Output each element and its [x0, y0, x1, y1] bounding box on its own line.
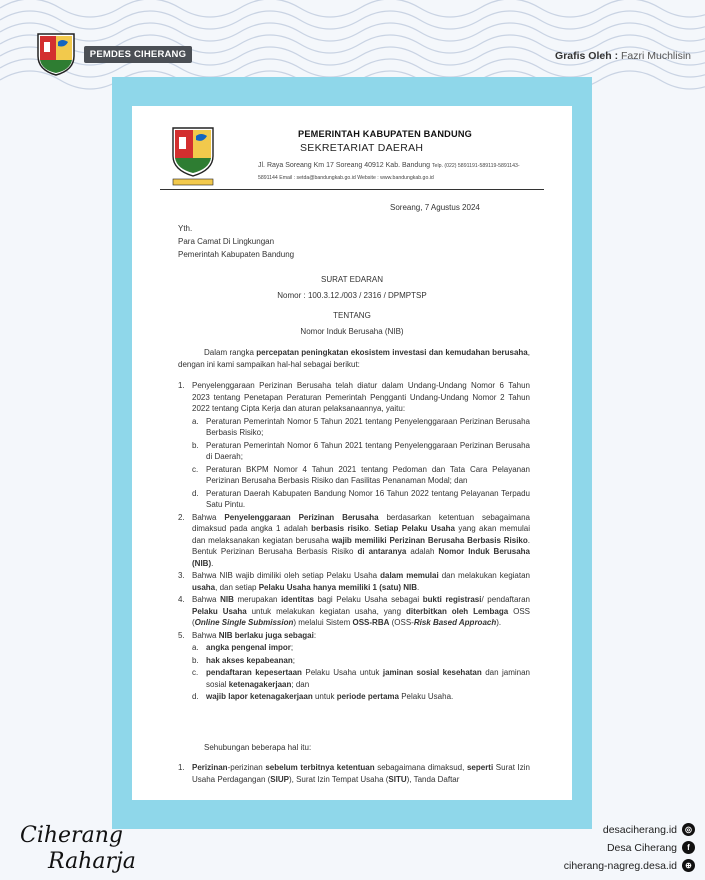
text: ), Surat Izin Tempat Usaha (	[288, 774, 389, 784]
bold-text: Penyelenggaraan Perizinan Berusaha	[224, 512, 379, 522]
bold-text: dalam memulai	[380, 571, 439, 580]
letter-date: Soreang, 7 Agustus 2024	[390, 203, 480, 212]
bold-text: OSS-RBA	[352, 618, 390, 627]
text: bagi Pelaku Usaha sebagai	[313, 595, 423, 604]
instagram-handle[interactable]	[603, 823, 695, 836]
sub-item: d. Peraturan Daerah Kabupaten Bandung Nomor 16 Tahun 2022 tentang Pelayanan Terpadu Satu Pintu.	[192, 488, 530, 509]
bold-text: periode pertama	[336, 692, 399, 701]
second-numbered-list	[178, 762, 530, 786]
bold-text: seperti	[466, 763, 494, 772]
text: ) melalui Sistem	[293, 618, 353, 627]
text: merupakan	[233, 595, 282, 604]
intro-bold: percepatan peningkatan ekosistem investasi dan kemudahan berusaha	[256, 348, 528, 357]
kabupaten-bandung-emblem-icon	[36, 30, 76, 76]
sub-item-text: Peraturan Pemerintah Nomor 5 Tahun 2021 tentang Penyelenggaraan Perizinan Berusaha Berbasis Risiko;	[206, 416, 530, 437]
text: :	[313, 630, 317, 640]
recipient-line: Pemerintah Kabupaten Bandung	[178, 250, 295, 259]
text: untuk	[312, 692, 337, 701]
list-item: 2. Bahwa Penyelenggaraan Perizinan Berusaha berdasarkan ketentuan sebagaimana dimaksud pada angka 1 adalah berbasis risiko. Setiap Pelaku Usaha yang akan memulai dan melaksanakan kegiatan berusaha wajib memiliki Perizinan Berusaha Berbasis Risiko. Bentuk Perizinan Berusaha Berbasis Risiko di antaranya adalah Nomor Induk Berusaha (NIB).	[178, 512, 531, 568]
sub-item-text: Peraturan Daerah Kabupaten Bandung Nomor 16 Tahun 2022 tentang Pelayanan Terpadu Satu Pintu.	[206, 488, 530, 509]
text: .	[368, 524, 375, 533]
bold-text: Pelaku Usaha hanya memiliki 1 (satu) NIB	[258, 582, 417, 592]
sub-item-text: Peraturan Pemerintah Nomor 6 Tahun 2021 tentang Penyelenggaraan Perizinan Berusaha di Daerah;	[206, 440, 530, 461]
text: Bahwa	[192, 630, 219, 640]
signature-line-2: Raharja	[48, 849, 136, 874]
bold-text: jaminan sosial kesehatan	[382, 668, 482, 677]
text: Bahwa	[192, 512, 225, 522]
instagram-text: desaciherang.id	[602, 823, 677, 836]
text: -perizinan	[227, 763, 266, 772]
contact-text: 5891144 Email : setda@bandungkab.go.id Website : www.bandungkab.go.id	[258, 175, 434, 181]
letterhead-address	[258, 160, 558, 184]
website-link[interactable]	[564, 859, 695, 872]
letter-number: Nomor : 100.3.12./003 / 2316 / DPMPTSP	[277, 291, 427, 300]
item-1-text: Penyelenggaraan Perizinan Berusaha telah diatur dalam Undang-Undang Nomor 6 Tahun 2023 tentang Penetapan Peraturan Pemerintah Pengganti Undang-Undang Nomor 2 Tahun 2022 tentang Cipta Kerja dan aturan pelaksanaannya, yaitu:	[192, 381, 530, 413]
list-item: 1. Perizinan-perizinan sebelum terbitnya ketentuan sebagaimana dimaksud, seperti Surat Izin Usaha Perdagangan (SIUP), Surat Izin Tempat Usaha (SITU), Tanda Daftar	[178, 763, 530, 784]
bold-text: di antaranya	[357, 547, 407, 556]
text: ).	[496, 618, 502, 627]
letterhead-subtitle: SEKRETARIAT DAERAH	[300, 142, 424, 154]
text: . Bentuk Perizinan Berusaha Berbasis Risiko	[192, 535, 530, 556]
text: berdasarkan ketentuan sebagaimana dimaksud pada angka 1 adalah	[192, 512, 530, 533]
instagram-icon: ◎	[682, 823, 695, 836]
bold-text: hak akses kepabeanan	[206, 655, 293, 665]
bold-text: Setiap Pelaku Usaha	[374, 524, 455, 533]
letter-paper	[132, 106, 572, 800]
text: dan jaminan sosial	[206, 668, 531, 689]
text: dan melakukan kegiatan	[438, 571, 530, 580]
text: ; dan	[291, 679, 310, 689]
text: yang akan memulai dan melaksanakan kegiatan berusaha	[192, 524, 530, 545]
bold-text: Nomor Induk Berusaha (NIB)	[192, 547, 531, 568]
credit-name: Fazri Muchlisin	[620, 50, 691, 62]
bold-text: berbasis risiko	[311, 524, 369, 533]
sub-item: b. Peraturan Pemerintah Nomor 6 Tahun 2021 tentang Penyelenggaraan Perizinan Berusaha di Daerah;	[192, 440, 530, 461]
bold-text: wajib memiliki Perizinan Berusaha Berbasis Risiko	[331, 535, 528, 545]
intro-paragraph	[178, 347, 530, 370]
letterhead-title: PEMERINTAH KABUPATEN BANDUNG	[298, 129, 473, 139]
bold-text: Perizinan	[192, 763, 228, 772]
graphic-credit	[555, 50, 691, 62]
text: Pelaku Usaha untuk	[301, 668, 383, 677]
letterhead-emblem-icon	[172, 126, 214, 186]
list-item: 1. Penyelenggaraan Perizinan Berusaha telah diatur dalam Undang-Undang Nomor 6 Tahun 2023 tentang Penetapan Peraturan Pemerintah Pengganti Undang-Undang Nomor 2 Tahun 2022 tentang Cipta Kerja dan aturan pelaksanaannya, yaitu: a. Peraturan Pemerintah Nomor 5 Tahun 2021 tentang Penyelenggaraan Perizinan Berusaha Berbasis Risiko; b. Peraturan Pemerintah Nomor 6 Tahun 2021 tentang Penyelenggaraan Perizinan Berusaha di Daerah; c. Peraturan BKPM Nomor 4 Tahun 2021 tentang Pedoman dan Tata Cara Pelayanan Perizinan Berusaha Berbasis Risiko dan Fasilitas Penanaman Modal; dan d. Peraturan Daerah Kabupaten Bandung Nomor 16 Tahun 2022 tentang Pelayanan Terpadu Satu Pintu.	[178, 381, 530, 509]
sub-item: c. pendaftaran kepesertaan Pelaku Usaha untuk jaminan sosial kesehatan dan jaminan sosial ketenagakerjaan; dan	[192, 668, 531, 689]
bold-text: wajib lapor ketenagakerjaan	[206, 692, 313, 701]
sub-item-text: Peraturan BKPM Nomor 4 Tahun 2021 tentang Pedoman dan Tata Cara Pelayanan Perizinan Berusaha Berbasis Risiko dan Fasilitas Penanaman Modal; dan	[206, 464, 530, 485]
sub-item: b. hak akses kepabeanan;	[192, 655, 295, 665]
phone-text: Telp. (022) 5891191-589119-5891143-	[431, 163, 520, 169]
bold-text: angka pengenal impor	[206, 643, 291, 652]
text: ;	[290, 643, 294, 652]
sub-item: a. Peraturan Pemerintah Nomor 5 Tahun 2021 tentang Penyelenggaraan Perizinan Berusaha Berbasis Risiko;	[192, 416, 530, 437]
recipient-line: Para Camat Di Lingkungan	[178, 237, 275, 246]
text: Bahwa	[192, 595, 221, 604]
text: .	[417, 582, 420, 592]
bold-text: diterbitkan oleh Lembaga	[405, 606, 509, 616]
address-text: Jl. Raya Soreang Km 17 Soreang 40912 Kab. Bandung	[258, 162, 431, 169]
text: Surat Izin Usaha Perdagangan (	[192, 763, 530, 784]
globe-icon: ⊕	[682, 859, 695, 872]
letterhead-divider	[160, 189, 544, 190]
letter-type: SURAT EDARAN	[321, 275, 383, 284]
bold-text: sebelum terbitnya ketentuan	[265, 763, 375, 772]
bold-italic-text: Online Single Submission	[194, 618, 294, 627]
text: ;	[292, 655, 295, 665]
bold-text: pendaftaran kepesertaan	[206, 668, 302, 677]
list-item: 3. Bahwa NIB wajib dimiliki oleh setiap Pelaku Usaha dalam memulai dan melakukan kegiatan usaha, dan setiap Pelaku Usaha hanya memiliki 1 (satu) NIB.	[178, 571, 530, 592]
text: untuk melakukan kegiatan usaha, yang	[246, 606, 406, 616]
bold-text: usaha	[192, 582, 216, 592]
bold-text: Pelaku Usaha	[192, 606, 247, 616]
list-item: 5. Bahwa NIB berlaku juga sebagai: a. angka pengenal impor; b. hak akses kepabeanan; c. pendaftaran kepesertaan Pelaku Usaha untuk jaminan sosial kesehatan dan jaminan sosial ketenagakerjaan; dan d. wajib lapor ketenagakerjaan untuk periode pertama Pelaku Usaha.	[178, 630, 531, 701]
text: ), Tanda Daftar	[406, 774, 460, 784]
sub-item: d. wajib lapor ketenagakerjaan untuk periode pertama Pelaku Usaha.	[192, 692, 454, 701]
text: (OSS-	[389, 618, 414, 627]
text: OSS (	[192, 606, 530, 627]
intro-text: Dalam rangka	[204, 348, 257, 357]
ciherang-raharja-signature	[18, 818, 138, 876]
sub-item: a. angka pengenal impor;	[192, 643, 294, 652]
signature-line-1: Ciherang	[20, 823, 123, 848]
text: Bahwa NIB wajib dimiliki oleh setiap Pelaku Usaha	[192, 571, 381, 580]
about-subject: Nomor Induk Berusaha (NIB)	[300, 327, 404, 336]
list-item: 4. Bahwa NIB merupakan identitas bagi Pelaku Usaha sebagai bukti registrasi/ pendaftaran Pelaku Usaha untuk melakukan kegiatan usaha, yang diterbitkan oleh Lembaga OSS (Online Single Submission) melalui Sistem OSS-RBA (OSS-Risk Based Approach).	[178, 595, 530, 627]
recipient-block	[178, 222, 294, 261]
credit-label: Grafis Oleh :	[555, 50, 619, 62]
facebook-text: Desa Ciherang	[606, 841, 677, 854]
recipient-line: Yth.	[178, 224, 193, 233]
pemdes-ciherang-label: PEMDES CIHERANG	[84, 46, 192, 63]
text: , dan setiap	[215, 582, 259, 592]
text: Pelaku Usaha.	[398, 692, 454, 701]
bold-text: SIUP	[270, 774, 289, 784]
closing-text: Sehubungan beberapa hal itu:	[204, 743, 312, 752]
facebook-handle[interactable]	[607, 841, 695, 854]
intro-text-end: , dengan ini kami sampaikan hal-hal sebagai berikut:	[178, 348, 530, 369]
numbered-list	[178, 380, 530, 704]
facebook-icon: f	[682, 841, 695, 854]
text: sebagaimana dimaksud,	[374, 763, 467, 772]
sub-item: c. Peraturan BKPM Nomor 4 Tahun 2021 tentang Pedoman dan Tata Cara Pelayanan Perizinan Berusaha Berbasis Risiko dan Fasilitas Penanaman Modal; dan	[192, 464, 530, 485]
bold-text: SITU	[388, 774, 407, 784]
text: .	[211, 558, 214, 568]
bold-text: bukti registrasi	[422, 595, 482, 604]
about-label: TENTANG	[333, 311, 371, 320]
text: adalah	[406, 547, 439, 556]
bold-text: NIB berlaku juga sebagai	[218, 630, 314, 640]
text: / pendaftaran	[481, 595, 530, 604]
bold-text: identitas	[281, 595, 314, 604]
website-text: ciherang-nagreg.desa.id	[563, 859, 677, 872]
bold-text: NIB	[220, 595, 234, 604]
bold-text: ketenagakerjaan	[228, 679, 292, 689]
bold-italic-text: Risk Based Approach	[413, 618, 497, 627]
